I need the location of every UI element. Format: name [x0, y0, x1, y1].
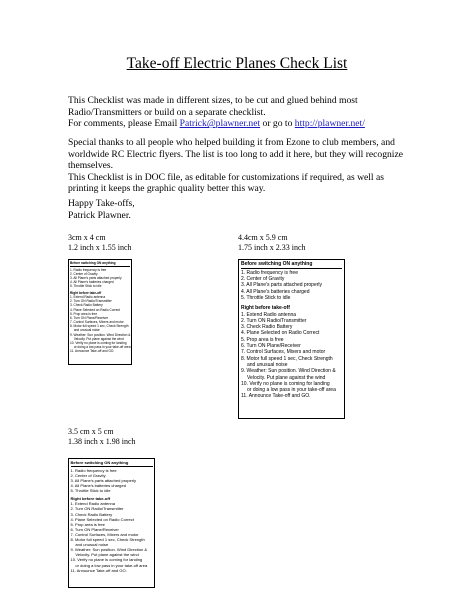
checklist-item: 1. Radio frequency is free [70, 267, 107, 272]
checklist-item: 11. Announce Take-off and GO. [70, 349, 115, 354]
contact-prefix: For comments, please Email [68, 118, 180, 130]
checklist-card-large [68, 458, 155, 588]
checklist-item: 3. All Plane's parts attached properly [241, 282, 323, 289]
intro-text: This Checklist was made in different sizes, to be cut and glued behind most Radio/Transmitters or build on a separate checklist. [68, 95, 358, 118]
email-link[interactable]: Patrick@plawner.net [179, 118, 261, 130]
checklist-item: 2. Center of Gravity [70, 472, 106, 478]
checklist-item: 7. Control Surfaces, Mixers and motor [241, 349, 326, 356]
checklist-item: 7. Control Surfaces, Mixers and motor [70, 320, 124, 325]
checklist-item: 3. Check Radio Battery [70, 303, 103, 308]
size-metric: 3.5 cm x 5 cm [68, 427, 114, 436]
checklist-item: Velocity. Put plane against the wind [75, 552, 139, 558]
checklist-item: 5. Throttle Stick to idle [70, 487, 111, 493]
checklist-item: Velocity. Put plane against the wind [73, 336, 124, 341]
thanks-paragraph [68, 137, 413, 195]
checklist-item: 8. Motor full speed 1 sec, Check Strength [70, 324, 129, 329]
checklist-item: 6. Turn ON Plane/Receiver [70, 526, 119, 532]
checklist-item: 9. Weather: Sun position. Wind Direction & [70, 332, 131, 337]
checklist-header: Before switching ON anything [70, 261, 130, 267]
checklist-item: 1. Extend Radio antenna [70, 295, 106, 300]
checklist-item: 9. Weather: Sun position. Wind Direction & [241, 368, 336, 375]
signature-text: Patrick Plawner. [68, 209, 131, 221]
checklist-section-title: Right before take-off [241, 305, 290, 312]
checklist-item: 11. Announce Take-off and GO. [70, 567, 127, 573]
size-imperial: 1.2 inch x 1.55 inch [68, 242, 132, 252]
checklist-item: 4. Plane Selected on Radio Correct [241, 330, 320, 337]
checklist-item: 4. All Plane's batteries charged [70, 280, 114, 285]
checklist-item: and unusual noise [247, 361, 288, 368]
checklist-item: 2. Center of Gravity [241, 276, 285, 283]
checklist-card-small [68, 259, 132, 365]
checklist-item: 1. Extend Radio antenna [241, 311, 297, 318]
checklist-item: 5. Prop area is free [70, 521, 105, 527]
size-label-large [68, 427, 136, 446]
doc-note-text: This Checklist is in DOC file, as editable for customizations if required, as well as printing it keeps the graphic quality better this way. [68, 171, 384, 195]
intro-paragraph [68, 95, 413, 130]
checklist-item: 2. Turn ON Radio/Transmitter [241, 317, 307, 324]
checklist-item: 10. Verify no plane is coming for landing [70, 340, 127, 345]
size-metric: 3cm x 4 cm [68, 233, 106, 242]
checklist-item: 3. Check Radio Battery [70, 511, 113, 517]
checklist-header: Before switching ON anything [71, 460, 153, 467]
checklist-item: 4. All Plane's batteries charged [241, 288, 310, 295]
page-title: Take-off Electric Planes Check List [126, 55, 348, 72]
checklist-item: or doing a low pass in your take-off area [247, 387, 336, 394]
checklist-item: 4. All Plane's batteries charged [70, 482, 126, 488]
checklist-section-title: Right before take-off [70, 290, 102, 295]
checklist-item: and unusual noise [75, 542, 109, 548]
contact-line [68, 118, 413, 130]
size-imperial: 1.38 inch x 1.98 inch [68, 436, 136, 446]
size-imperial: 1.75 inch x 2.33 inch [238, 242, 306, 252]
go-to-text: or go to [260, 118, 295, 130]
checklist-item: 5. Throttle Stick to idle [241, 294, 291, 301]
checklist-item: 10. Verify no plane is coming for landing [241, 380, 330, 387]
checklist-item: 6. Turn ON Plane/Receiver [70, 315, 109, 320]
checklist-item: 4. Plane Selected on Radio Correct [70, 516, 134, 522]
checklist-item: 10. Verify no plane is coming for landing [70, 557, 143, 563]
checklist-item: Velocity. Put plane against the wind [247, 374, 326, 381]
checklist-item: 8. Motor full speed 1 sec, Check Strength [70, 537, 145, 543]
thanks-text: Special thanks to all people who helped building it from Ezone to club members, and worldwide RC Electric flyers. The list is too long to add it here, but they will recognize themselves. [68, 137, 403, 172]
checklist-item: 2. Center of Gravity [70, 271, 98, 276]
checklist-item: 2. Turn ON Radio/Transmitter [70, 299, 112, 304]
checklist-item: 2. Turn ON Radio/Transmitter [70, 506, 124, 512]
checklist-item: 3. All Plane's parts attached properly [70, 275, 122, 280]
checklist-item: 11. Announce Take-off and GO. [241, 393, 311, 400]
checklist-section-title: Right before take-off [70, 496, 111, 502]
checklist-item: 9. Weather: Sun position. Wind Direction & [70, 547, 148, 553]
checklist-item: 3. Check Radio Battery [241, 324, 293, 331]
signoff [68, 198, 413, 221]
size-label-medium [238, 233, 306, 252]
checklist-item: 6. Turn ON Plane/Receiver [241, 343, 301, 350]
checklist-card-medium [238, 259, 345, 419]
checklist-item: 5. Prop area is free [241, 336, 284, 343]
checklist-item: 7. Control Surfaces, Mixers and motor [70, 531, 139, 537]
greeting-text: Happy Take-offs, [68, 198, 135, 209]
checklist-item: and unusual noise [73, 328, 100, 333]
website-link[interactable]: http://plawner.net/ [294, 118, 365, 130]
checklist-header: Before switching ON anything [241, 261, 342, 269]
size-metric: 4.4cm x 5.9 cm [238, 233, 288, 242]
checklist-item: or doing a low pass in your take-off area [75, 562, 148, 568]
size-label-small [68, 233, 132, 252]
checklist-item: 1. Radio frequency is free [70, 467, 117, 473]
checklist-item: 5. Throttle Stick to idle [70, 284, 102, 289]
checklist-item: 5. Prop area is free [70, 311, 98, 316]
checklist-item: or doing a low pass in your take-off area [73, 345, 131, 350]
checklist-item: 1. Radio frequency is free [241, 269, 298, 276]
checklist-item: 8. Motor full speed 1 sec, Check Strength [241, 355, 333, 362]
checklist-item: 3. All Plane's parts attached properly [70, 477, 137, 483]
checklist-item: 1. Extend Radio antenna [70, 501, 116, 507]
checklist-item: 4. Plane Selected on Radio Correct [70, 307, 120, 312]
